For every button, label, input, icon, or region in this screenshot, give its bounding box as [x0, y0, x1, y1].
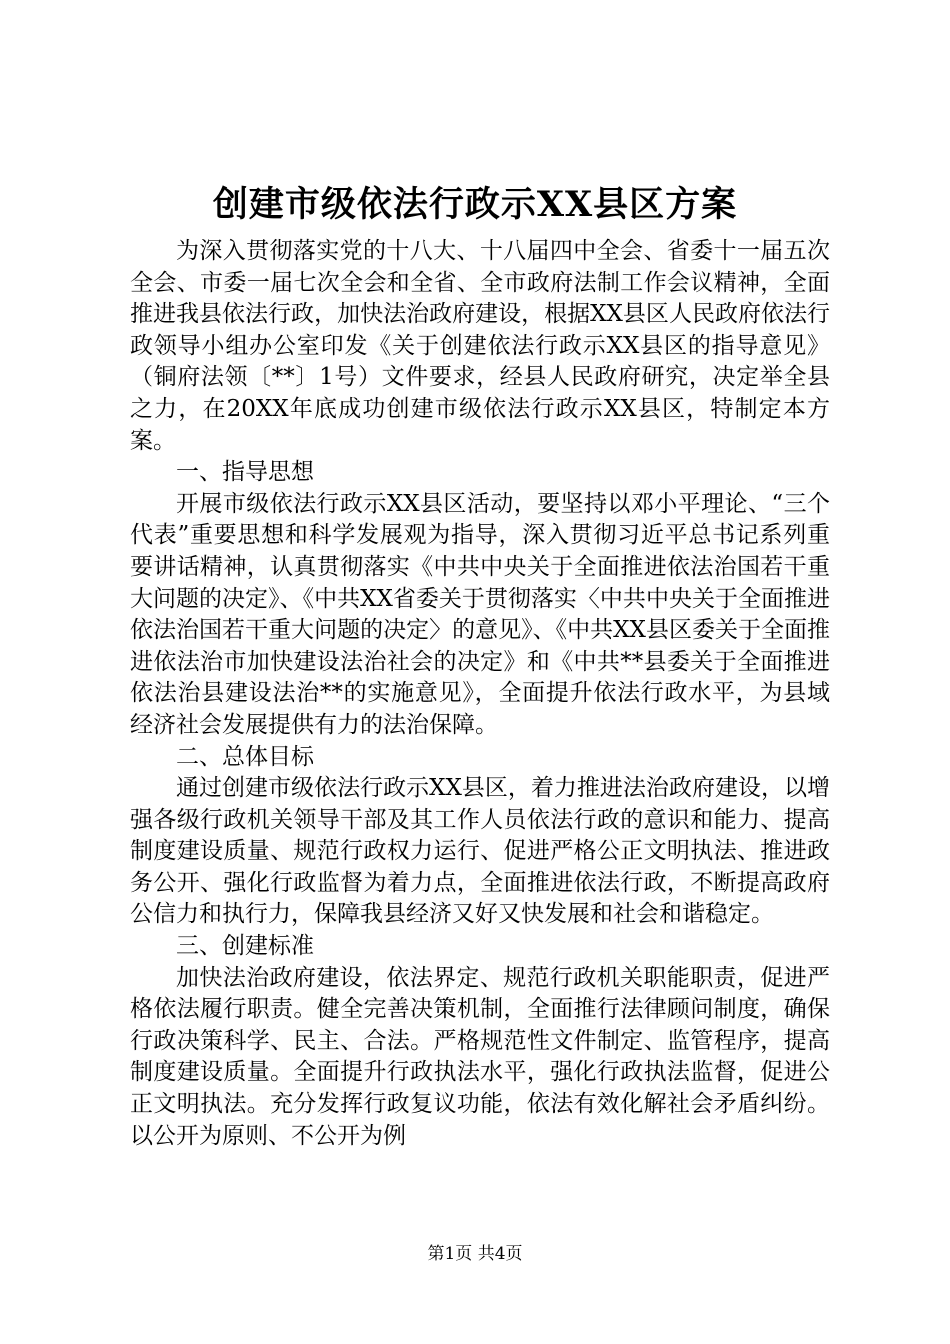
section-paragraph-guiding-ideology: 开展市级依法行政示XX县区活动，要坚持以邓小平理论、“三个代表”重要思想和科学发展观为指导，深入贯彻习近平总书记系列重要讲话精神，认真贯彻落实《中共中央关于全面推进依法治国若干重大问题的决定》、《中共XX省委关于贯彻落实〈中共中央关于全面推进依法治国若干重大问题的决定〉的意见》、《中共XX县区委关于全面推进依法治市加快建设法治社会的决定》和《中共**县委关于全面推进依法治县建设法治**的实施意见》，全面提升依法行政水平，为县域经济社会发展提供有力的法治保障。 — [130, 490, 830, 738]
document-title: 创建市级依法行政示XX县区方案 — [212, 184, 738, 225]
section-heading-creation-standard: 三、创建标准 — [176, 933, 314, 960]
document-body — [130, 236, 830, 1152]
section-heading-overall-goal: 二、总体目标 — [176, 743, 314, 770]
section-heading-guiding-ideology: 一、指导思想 — [176, 459, 314, 486]
section-paragraph-overall-goal: 通过创建市级依法行政示XX县区，着力推进法治政府建设，以增强各级行政机关领导干部及其工作人员依法行政的意识和能力、提高制度建设质量、规范行政权力运行、促进严格公正文明执法、推进政务公开、强化行政监督为着力点，全面推进依法行政，不断提高政府公信力和执行力，保障我县经济又好又快发展和社会和谐稳定。 — [130, 775, 830, 928]
page-number-footer: 第1页 共4页 — [427, 1244, 523, 1264]
section-paragraph-creation-standard: 加快法治政府建设，依法界定、规范行政机关职能职责，促进严格依法履行职责。健全完善决策机制，全面推行法律顾问制度，确保行政决策科学、民主、合法。严格规范性文件制定、监管程序，提高制度建设质量。全面提升行政执法水平，强化行政执法监督，促进公正文明执法。充分发挥行政复议功能，依法有效化解社会矛盾纠纷。以公开为原则、不公开为例 — [130, 964, 830, 1149]
intro-paragraph: 为深入贯彻落实党的十八大、十八届四中全会、省委十一届五次全会、市委一届七次全会和全省、全市政府法制工作会议精神，全面推进我县依法行政，加快法治政府建设，根据XX县区人民政府依法行政领导小组办公室印发《关于创建依法行政示XX县区的指导意见》（铜府法领〔**〕1号）文件要求，经县人民政府研究，决定举全县之力，在20XX年底成功创建市级依法行政示XX县区，特制定本方案。 — [130, 238, 830, 454]
